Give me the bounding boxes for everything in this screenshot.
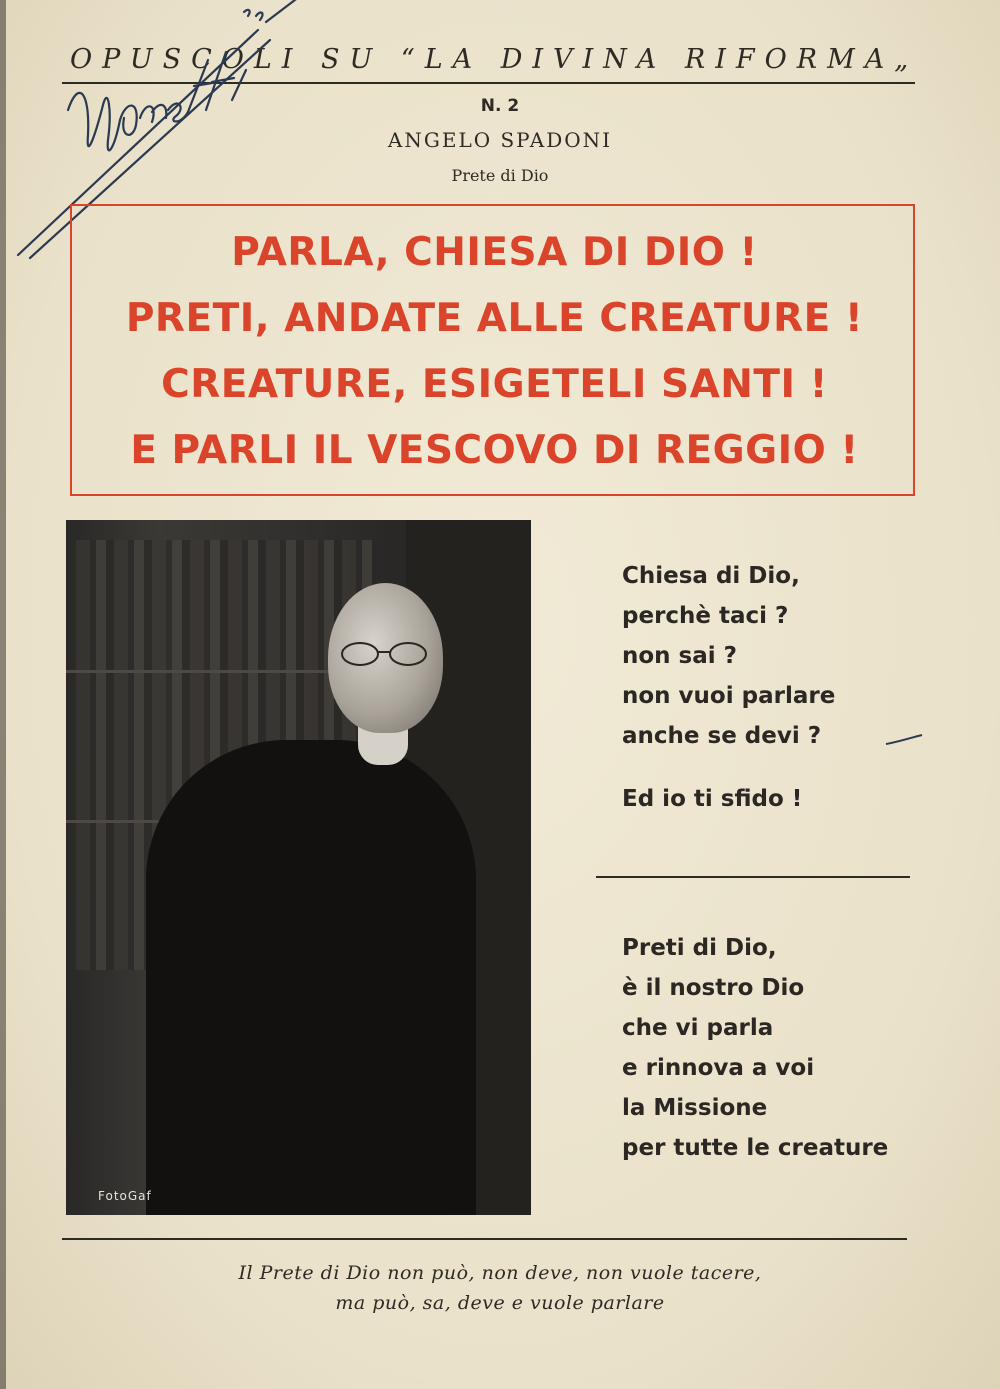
poem-divider bbox=[596, 876, 910, 878]
poem-line: che vi parla bbox=[622, 1015, 774, 1041]
headline-box bbox=[70, 204, 915, 496]
poem-line: non sai ? bbox=[622, 643, 737, 669]
footer-line: Il Prete di Dio non può, non deve, non vuole tacere, bbox=[238, 1262, 762, 1284]
poem-line: la Missione bbox=[622, 1095, 768, 1121]
headline-line: CREATURE, ESIGETELI SANTI ! bbox=[161, 362, 828, 407]
poem-line: e rinnova a voi bbox=[622, 1055, 815, 1081]
author-name: ANGELO SPADONI bbox=[387, 128, 613, 152]
poem-line: Chiesa di Dio, bbox=[622, 563, 800, 589]
issue-number: N. 2 bbox=[480, 96, 520, 116]
poem-line: è il nostro Dio bbox=[622, 975, 805, 1001]
bottom-divider bbox=[62, 1238, 907, 1240]
poem-priests bbox=[622, 928, 922, 1168]
poem-line: Preti di Dio, bbox=[622, 935, 777, 961]
poem-church bbox=[622, 556, 922, 756]
photo-credit: FotoGaf bbox=[98, 1189, 152, 1203]
headline-line: PARLA, CHIESA DI DIO ! bbox=[231, 230, 758, 275]
poem-line: non vuoi parlare bbox=[622, 683, 836, 709]
poem-line: anche se devi ? bbox=[622, 723, 822, 749]
page-edge-shadow bbox=[0, 0, 6, 1389]
headline-line: E PARLI IL VESCOVO DI REGGIO ! bbox=[130, 428, 859, 473]
priest-figure bbox=[146, 740, 476, 1215]
author-subtitle: Prete di Dio bbox=[451, 166, 549, 185]
pen-mark bbox=[884, 732, 924, 748]
portrait-photo bbox=[66, 520, 531, 1215]
footer-line: ma può, sa, deve e vuole parlare bbox=[335, 1292, 665, 1314]
headline-line: PRETI, ANDATE ALLE CREATURE ! bbox=[125, 296, 864, 341]
poem-line: perchè taci ? bbox=[622, 603, 789, 629]
poem-line: per tutte le creature bbox=[622, 1135, 889, 1161]
poem-closing: Ed io ti sfido ! bbox=[622, 786, 803, 812]
glasses-icon bbox=[336, 640, 432, 668]
series-title: OPUSCOLI SU “LA DIVINA RIFORMA„ bbox=[70, 44, 919, 75]
